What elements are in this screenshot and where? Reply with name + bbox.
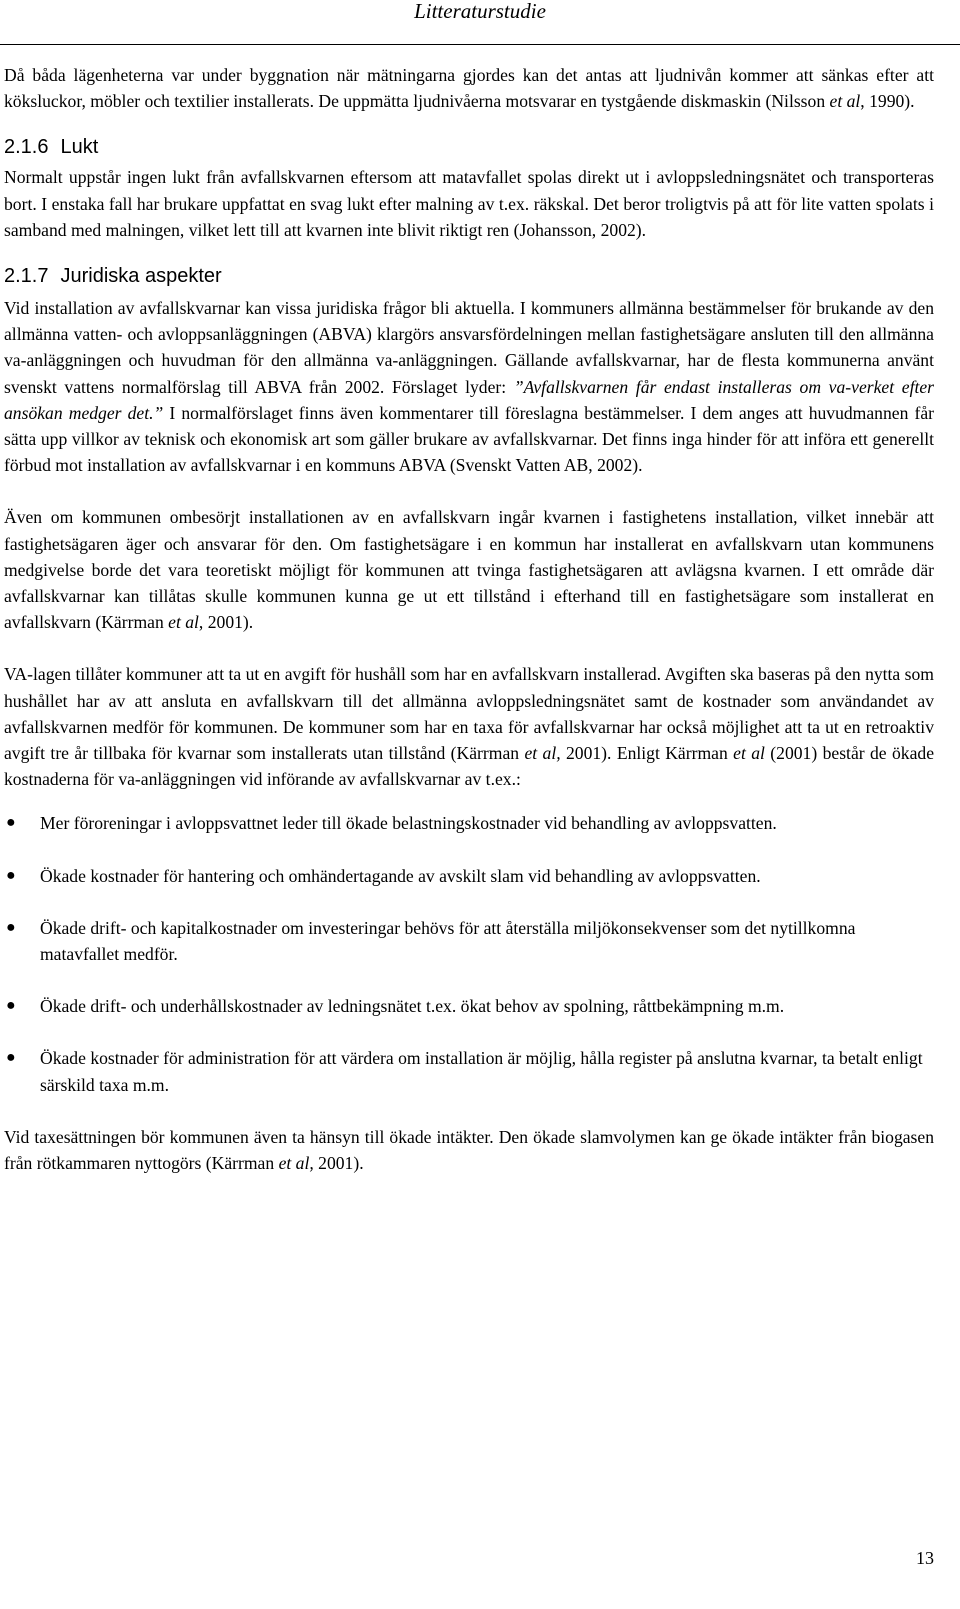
text-run: Vid installation av avfallskvarnar kan vissa juridiska frågor bli aktuella. I kommuners allmänna bestämmelser för brukande av den allmänna vatten- och avloppsanläggningen (ABVA) klargörs ansvarsfördelningen mellan fastighetsägare ansluten till den allmänna va-anläggningen och huvudman för den allmänna va-anläggningen. Gällande avfallskvarnar, har de flesta kommunerna använt svenskt vattens normalförslag till ABVA från 2002. Förslaget lyder: (4, 298, 934, 397)
section-heading-juridiska (4, 263, 934, 289)
italic-run: et al (733, 743, 765, 764)
section-heading-lukt (4, 134, 934, 160)
page-body (4, 62, 934, 1176)
paragraph-juridiska-4 (4, 1124, 934, 1176)
section-number: 2.1.7 (4, 265, 49, 288)
running-header (0, 0, 960, 44)
paragraph-juridiska-1 (4, 295, 934, 478)
bullet-icon: ● (6, 814, 16, 832)
text-run: I normalförslaget finns även kommentarer till föreslagna bestämmelser. I dem anges att huvudmannen får sätta upp villkor av teknisk och ekonomisk art som gäller brukare av avfallskvarnar. Det finns inga hinder för att införa ett generellt förbud mot installation av avfallskvarnar i en kommuns ABVA (Svenskt Vatten AB, 2002). (4, 402, 934, 476)
italic-quote: ”Avfallskvarnen får endast installeras om va-verket efter ansökan medger det.” (4, 376, 935, 423)
text-run: Då båda lägenheterna var under byggnation när mätningarna gjordes kan det antas att ljudnivån kommer att sänkas efter att köksluckor, möbler och textilier installerats. De uppmätta ljudnivåerna motsvarar en tystgående diskmaskin (Nilsson (4, 65, 934, 112)
paragraph-juridiska-3 (4, 661, 934, 792)
text-run: 2001). Enligt Kärrman (560, 743, 734, 764)
section-title: Juridiska aspekter (60, 265, 222, 288)
list-item-text: Mer föroreningar i avloppsvattnet leder till ökade belastningskostnader vid behandling av avloppsvatten. (40, 813, 777, 834)
running-title: Litteraturstudie (414, 0, 546, 23)
cost-bullet-list (4, 810, 934, 1097)
paragraph-intro (4, 62, 934, 114)
section-number: 2.1.6 (4, 136, 49, 159)
text-run: Även om kommunen ombesörjt installationen av en avfallskvarn ingår kvarnen i fastighetens installation, vilket innebär att fastighetsägaren äger och ansvarar för den. Om fastighetsägare i en kommun har installerat en avfallskvarn utan kommunens medgivelse borde det vara teoretiskt möjligt för kommunen att tvinga fastighetsägaren att avlägsna kvarnen. I ett område där avfallskvarnar kan tillåtas skulle kommunen kunna ge ut ett tillstånd i efterhand till en fastighetsägare som installerat en avfallskvarn (Kärrman (4, 507, 934, 633)
list-item-text: Ökade kostnader för hantering och omhändertagande av avskilt slam vid behandling av avloppsvatten. (40, 865, 761, 886)
list-item-text: Ökade kostnader för administration för att värdera om installation är möjlig, hålla register på anslutna kvarnar, ta betalt enligt särskild taxa m.m. (40, 1048, 923, 1095)
header-rule (0, 44, 960, 45)
section-title: Lukt (60, 136, 99, 159)
text-run: (2001) består de ökade kostnaderna för va-anläggningen vid införande av avfallskvarnar av t.ex.: (4, 743, 934, 790)
text-run: , 2001). (198, 612, 254, 633)
list-item (4, 915, 934, 967)
list-item (4, 1045, 934, 1097)
italic-run: et al (829, 91, 861, 112)
paragraph-juridiska-2 (4, 504, 934, 635)
italic-run: et al, (278, 1153, 314, 1174)
italic-run: et al (168, 612, 199, 633)
page-number: 13 (916, 1548, 934, 1568)
text-run: Vid taxesättningen bör kommunen även ta hänsyn till ökade intäkter. Den ökade slamvolymen kan ge ökade intäkter från biogasen från rötkammaren nyttogörs (Kärrman (4, 1126, 934, 1174)
italic-run: et al, (524, 743, 561, 764)
list-item-text: Ökade drift- och kapitalkostnader om investeringar behövs för att återställa miljökonsekvenser som det nytillkomna matavfallet medför. (40, 917, 856, 965)
list-item (4, 810, 934, 836)
bullet-icon: ● (6, 866, 16, 884)
list-item (4, 993, 934, 1019)
text-run: VA-lagen tillåter kommuner att ta ut en avgift för hushåll som har en avfallskvarn installerad. Avgiften ska baseras på den nytta som hushållet har av att ansluta en avfallskvarn till det allmänna avloppsledningsnätet samt de kostnader som användandet av avfallskvarnen medför för kommunen. De kommuner som har en taxa för avfallskvarnar har också möjlighet att ta ut en retroaktiv avgift tre år tillbaka för kvarnar som installerats utan tillstånd (Kärrman (4, 664, 934, 764)
bullet-icon: ● (6, 997, 16, 1015)
text-run: 2001). (313, 1153, 364, 1174)
paragraph-lukt: Normalt uppstår ingen lukt från avfallskvarnen eftersom att matavfallet spolas direkt ut i avloppsledningsnätet och transporteras bort. I enstaka fall har brukare uppfattat en svag lukt efter malning av t.ex. räkskal. Det beror troligtvis på att för lite vatten spolats i samband med malningen, vilket lett till att kvarnen inte blivit riktigt ren (Johansson, 2002). (4, 167, 934, 240)
list-item (4, 863, 934, 889)
list-item-text: Ökade drift- och underhållskostnader av ledningsnätet t.ex. ökat behov av spolning, råttbekämpning m.m. (40, 996, 785, 1017)
bullet-icon: ● (6, 1049, 16, 1067)
bullet-icon: ● (6, 918, 16, 936)
text-run: , 1990). (860, 91, 915, 112)
